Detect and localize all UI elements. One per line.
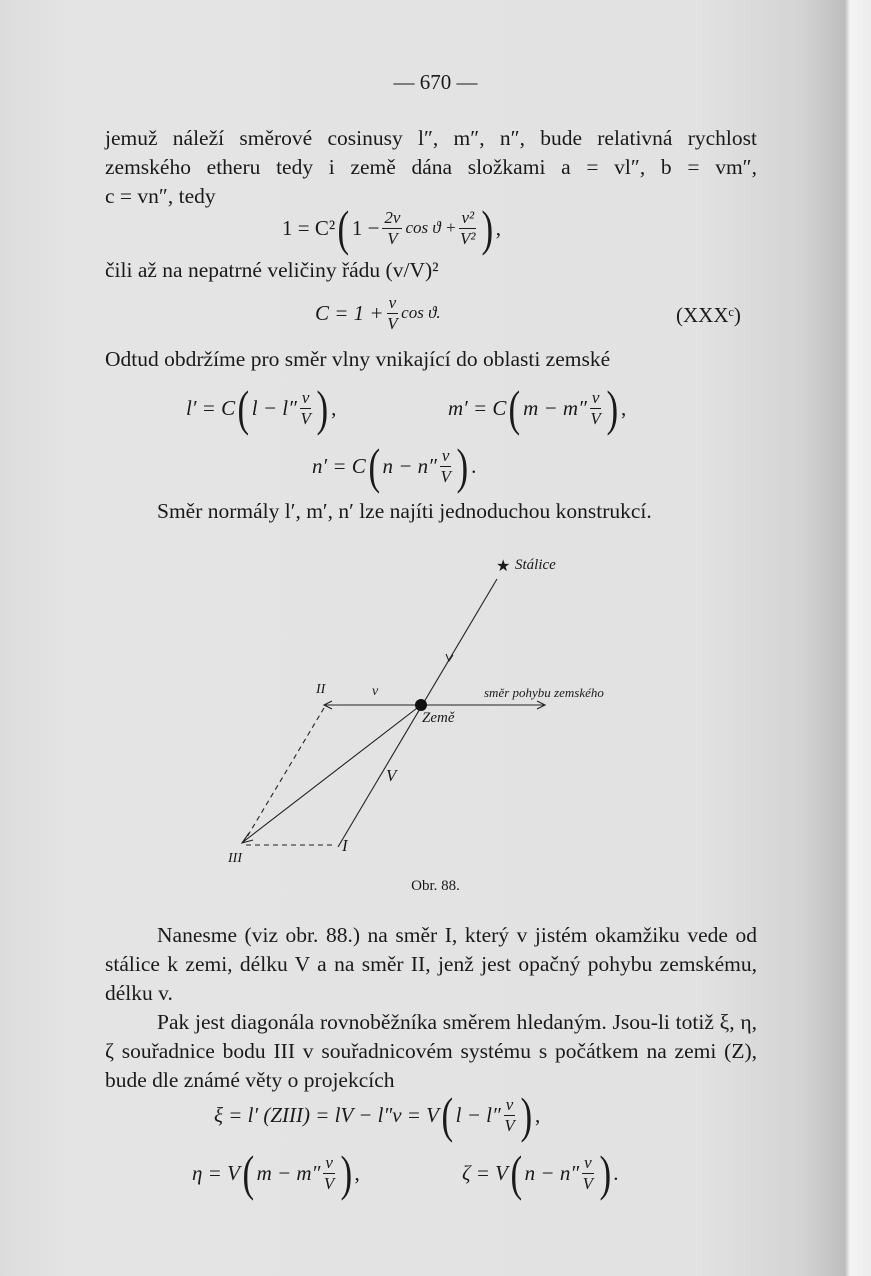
frac-num: v — [388, 292, 397, 312]
frac-num: v — [584, 1152, 592, 1172]
paragraph-4: Směr normály l′, m′, n′ lze najíti jednoduchou konstrukcí. — [157, 499, 652, 523]
frac-num: v — [441, 445, 450, 465]
eq3c-lhs: n′ = C — [312, 453, 366, 478]
eq5a-inner: m − m″ — [256, 1160, 321, 1185]
figure-88-diagram — [220, 548, 660, 878]
eq4-lhs: ξ = l′ (ZIII) = lV − l″v = V — [214, 1102, 440, 1127]
eq3c-end: . — [471, 453, 477, 478]
label-stalice: Stálice — [515, 557, 556, 573]
eq4-end: , — [534, 1102, 541, 1127]
equation-1 — [282, 200, 501, 256]
eq1-end: , — [495, 215, 501, 240]
eq4-fraction — [504, 1095, 516, 1136]
eq3a-fraction — [300, 388, 312, 429]
eq5b-end: . — [613, 1160, 619, 1185]
open-paren: ( — [237, 380, 250, 436]
eq4-inner: l − l″ — [455, 1102, 501, 1127]
label-II: II — [316, 682, 326, 697]
equation-3b — [448, 380, 626, 436]
equation-3a — [186, 380, 336, 436]
eq1-open-paren: ( — [337, 200, 350, 256]
frac-num: v² — [461, 207, 475, 227]
eq2-rhs: cos ϑ. — [401, 303, 441, 322]
equation-tag: (XXXᶜ) — [676, 303, 741, 327]
eq3b-lhs: m′ = C — [448, 395, 507, 420]
eq5b-inner: n − n″ — [524, 1160, 580, 1185]
close-paren: ) — [599, 1145, 611, 1201]
frac-num: v — [591, 387, 600, 407]
close-paren: ) — [340, 1145, 353, 1201]
paragraph-3: Odtud obdržíme pro směr vlny vnikající do oblasti zemské — [105, 347, 611, 371]
paragraph-5: Nanesme (viz obr. 88.) na směr I, který v jistém okamžiku vede od stálice k zemi, délku V a na směr II, jenž jest opačný pohybu zemskému, délku v. — [105, 923, 757, 1005]
open-paren: ( — [368, 438, 380, 494]
paragraph-1-line-3: c = vn″, tedy — [105, 184, 216, 208]
eq3b-inner: m − m″ — [523, 395, 587, 420]
frac-num: v — [325, 1152, 333, 1172]
close-paren: ) — [456, 438, 469, 494]
equation-4 — [214, 1087, 540, 1143]
star-icon: ★ — [496, 558, 511, 575]
eq3a-lhs: l′ = C — [186, 395, 236, 420]
eq5b-fraction — [582, 1153, 594, 1194]
page-number-text: — 670 — — [393, 70, 478, 94]
eq5a-lhs: η = V — [192, 1160, 240, 1185]
close-paren: ) — [316, 380, 329, 436]
eq1-fraction-1 — [382, 208, 402, 249]
frac-den: V — [387, 228, 398, 248]
open-paren: ( — [441, 1087, 454, 1143]
frac-num: v — [505, 1094, 514, 1114]
frac-den: V — [440, 466, 451, 486]
label-I: I — [342, 836, 348, 855]
eq1-fraction-2 — [459, 208, 476, 249]
eq5a-end: , — [354, 1160, 360, 1185]
equation-5b — [462, 1145, 619, 1201]
page-number — [0, 70, 871, 95]
open-paren: ( — [242, 1145, 255, 1201]
label-III: III — [228, 851, 242, 866]
frac-num: 2v — [384, 207, 401, 227]
eq3b-fraction — [590, 388, 602, 429]
frac-den: V² — [460, 228, 476, 248]
paragraph-6: Pak jest diagonála rovnoběžníka směrem hledaným. Jsou-li totiž ξ, η, ζ souřadnice bodu III v souřadnicovém systému s počátkem na zemi (Z), bude dle známé věty o projekcích — [105, 1010, 757, 1092]
eq2-fraction — [387, 293, 399, 334]
eq5b-lhs: ζ = V — [462, 1160, 508, 1185]
eq3a-inner: l − l″ — [251, 395, 297, 420]
open-paren: ( — [510, 1145, 523, 1201]
close-paren: ) — [520, 1087, 533, 1143]
eq1-term-a: 1 − — [351, 215, 380, 240]
close-paren: ) — [606, 380, 619, 436]
frac-num: v — [301, 387, 310, 407]
eq1-term-b: cos ϑ + — [405, 218, 457, 237]
paragraph-2: čili až na nepatrné veličiny řádu (v/V)² — [105, 258, 439, 282]
frac-den: V — [300, 408, 311, 428]
eq5a-fraction — [323, 1153, 335, 1194]
eq3b-end: , — [621, 395, 627, 420]
open-paren: ( — [508, 380, 521, 436]
equation-3c — [312, 438, 476, 494]
equation-5a — [192, 1145, 360, 1201]
eq1-lhs: 1 = C² — [282, 215, 336, 240]
label-V: V — [386, 766, 397, 785]
eq3c-fraction — [440, 446, 452, 487]
equation-2 — [315, 285, 441, 341]
frac-den: V — [387, 313, 398, 333]
frac-den: V — [590, 408, 601, 428]
label-v: v — [372, 684, 379, 699]
label-zeme: Země — [422, 710, 455, 726]
eq3c-inner: n − n″ — [382, 453, 437, 478]
eq2-lhs: C = 1 + — [315, 300, 384, 325]
frac-den: V — [323, 1173, 335, 1193]
paragraph-1-line-2: zemského etheru tedy i země dána složkami a = vl″, b = vm″, — [105, 155, 757, 179]
label-motion-direction: směr pohybu zemského — [484, 685, 604, 700]
frac-den: V — [504, 1115, 515, 1135]
paragraph-1-line-1: jemuž náleží směrové cosinusy l″, m″, n″, bude relativná rychlost — [105, 126, 757, 150]
eq3a-end: , — [331, 395, 337, 420]
figure-caption: Obr. 88. — [411, 878, 460, 894]
eq1-close-paren: ) — [481, 200, 494, 256]
frac-den: V — [582, 1173, 594, 1193]
